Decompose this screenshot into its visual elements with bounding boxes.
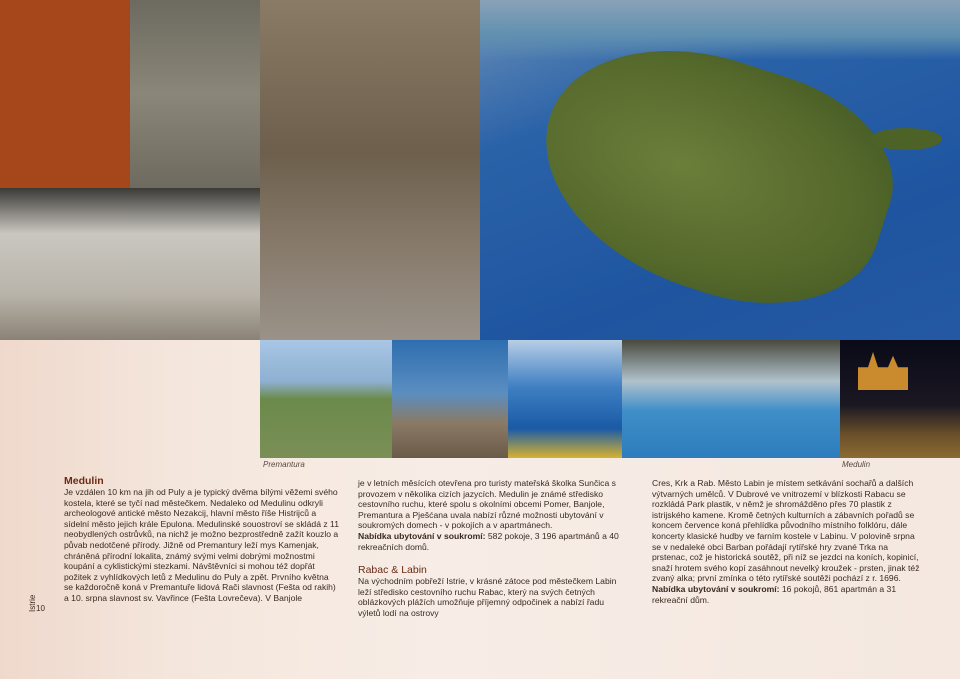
photo-aerial-coastline bbox=[480, 0, 960, 60]
body-medulin-continued: je v letních měsících otevřena pro turisty mateřská školka Sunčica s provozem v několika cizích jazycích. Medulin je známé středisko cestovního ruchu, které spolu s okolními obcemi Pomer, Banjole, Premantura a Pješćana uvala nabízí různé možnosti ubytování v soukromých domech - v pokojích a v apartmánech. bbox=[358, 478, 616, 531]
accommodation-medulin bbox=[358, 531, 628, 552]
body-labin: Cres, Krk a Rab. Město Labin je místem setkávání sochařů a dalších výtvarných umělců. V Dubrové ve vnitrozemí v blízkosti Rabacu se rozkládá Park plastik, v němž je shromážděno přes 70 plastik z istrijského kamene. Kromě četných kulturních a zábavních pořadů se koncem července koná přehlídka původního místního folklóru, dále koncerty klasické hudby ve farním kostele v Labinu. V polovině srpna se v nedaleké obci Barban pořádají rytířské hry zvané Trka na prstenac, což je historická soutěž, při níž se jezdci na koních, kopinicí, snaží hrotem svého kopí zasáhnout nevelký kroužek - prsten, jinak též zvaný alka; první zmínka o této rytířské soutěži pochází z r. 1696. bbox=[652, 478, 920, 584]
photo-hammock bbox=[622, 340, 840, 458]
accommodation-label: Nabídka ubytování v soukromí: bbox=[652, 583, 780, 594]
body-medulin: Je vzdálen 10 km na jih od Puly a je typický dvěma bílými věžemi svého kostela, které se tyčí nad městečkem. Nedaleko od Medulinu odkryli archeologové antické město Nezakcij, hlavní město říše Histrijců a sídelní město jejich krále Epulona. Medulinské souostroví se skládá z 11 neobydlených ostrůvků, na nichž je možno bezprostředně zažít kouzlo a půvab nedotčené přírody. Jižně od Premantury leží mys Kamenjak, chráněná přírodní lokalita, známý svými velmi dobrými možnostmi koupání a cyklistickými stezkami. Návštěvníci si mohou též dopřát požitek z vyhlídkových letů z Medulinu do Puly a zpět. Prvního května se každoročně koná v Premantuře lidová Rači slavnost (Fešta od rakih) a 10. srpna slavnost sv. Vavřince (Fešta Lovrečeva). V Banjole bbox=[64, 487, 339, 603]
caption-premantura: Premantura bbox=[263, 460, 305, 469]
photo-old-town-street bbox=[260, 0, 480, 340]
heading-medulin: Medulin bbox=[64, 475, 104, 487]
photo-medulin-night bbox=[840, 340, 960, 458]
photo-premantura bbox=[260, 340, 392, 458]
section-label: Istrie bbox=[28, 594, 37, 612]
column-medulin bbox=[64, 475, 340, 604]
accommodation-label: Nabídka ubytování v soukromí: bbox=[358, 530, 486, 541]
column-rabac bbox=[358, 478, 628, 619]
accommodation-value: 16 pokojů, 861 apartmán a 31 rekreační dům. bbox=[652, 583, 897, 605]
photo-stone-house-with-shutters bbox=[130, 0, 260, 188]
accommodation-value: 582 pokoje, 3 196 apartmánů a 40 rekreačních domů. bbox=[358, 530, 619, 552]
photo-aerial-islet bbox=[870, 128, 942, 150]
photo-village-loggia bbox=[0, 188, 260, 340]
caption-medulin: Medulin bbox=[842, 460, 871, 469]
accommodation-labin bbox=[652, 584, 924, 605]
column-labin bbox=[652, 478, 924, 605]
orange-color-block bbox=[0, 0, 130, 188]
body-rabac: Na východním pobřeží Istrie, v krásné zátoce pod městečkem Labin leží středisko cestovního ruchu Rabac, který na svých četných oblázkových plážích umožňuje příjemný odpočinek a nabízí řadu výletů lodí na ostrovy bbox=[358, 576, 617, 618]
photo-boat-diver bbox=[508, 340, 622, 458]
page-number: 10 bbox=[36, 604, 45, 613]
heading-rabac-labin: Rabac & Labin bbox=[358, 564, 427, 577]
photo-beach-rocks bbox=[392, 340, 508, 458]
